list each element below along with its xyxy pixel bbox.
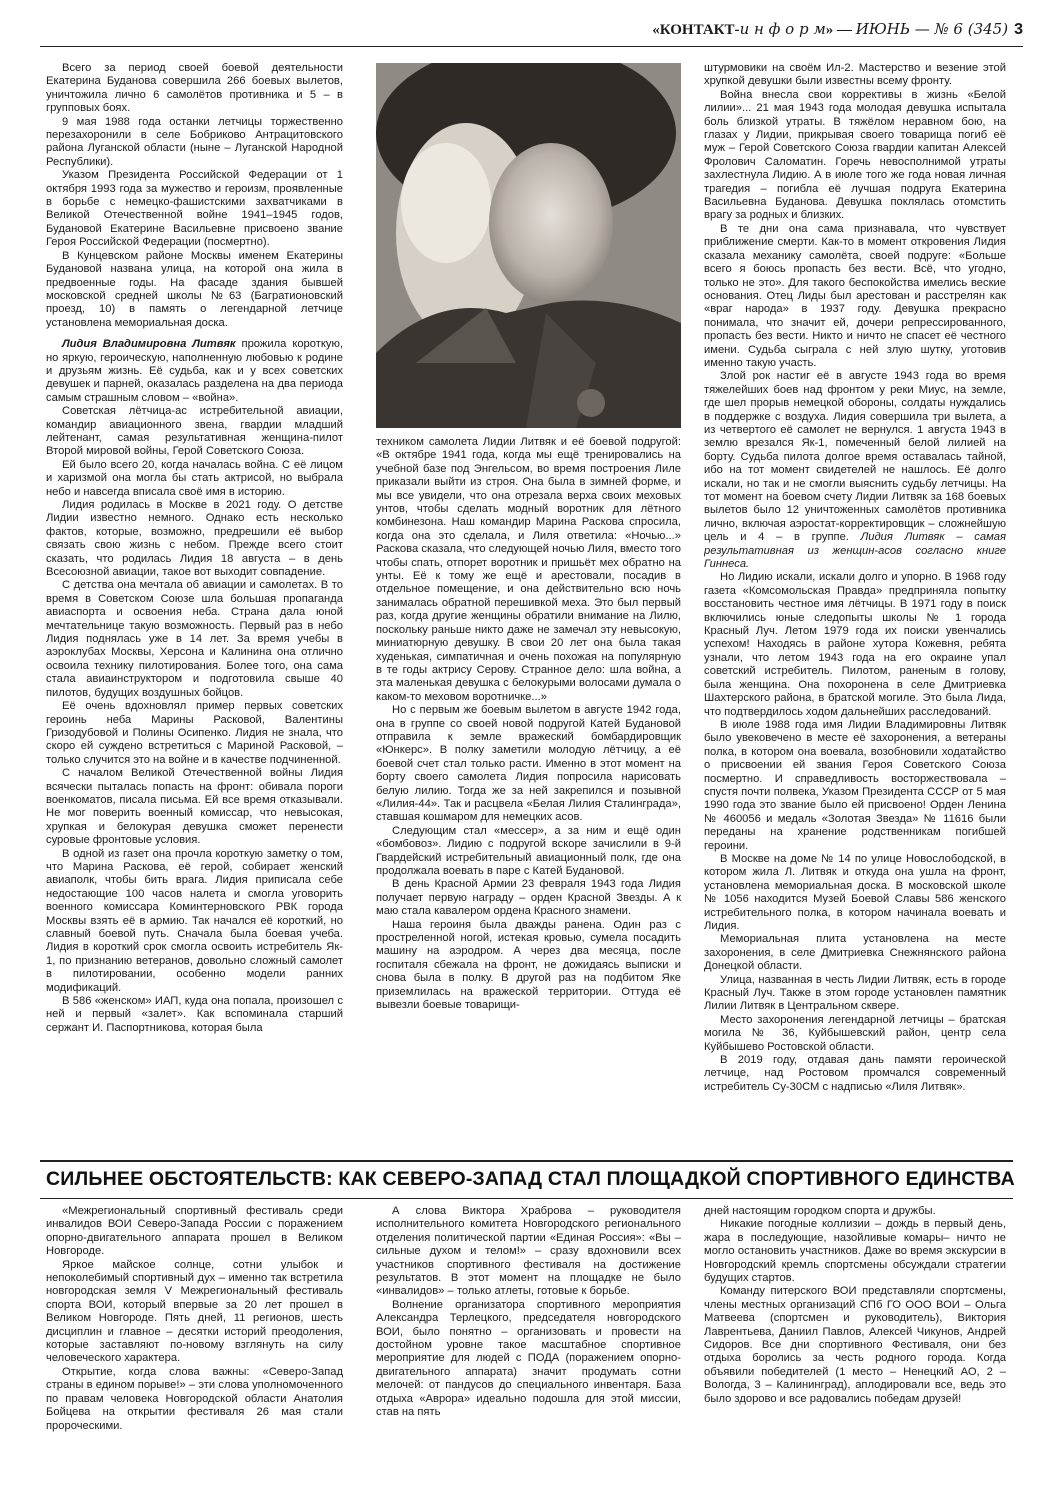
lead-name: Лидия Владимировна Литвяк xyxy=(62,338,236,351)
paragraph xyxy=(704,370,1006,571)
paragraph: В Кунцевском районе Москвы именем Екатерины Будановой названа улица, на которой она жила в предвоенные годы. На фасаде здания бывшей московской средней школы №63 (Багратионовский проезд, 10) в память о легендарной летчице установлена мемориальная доска. xyxy=(46,249,343,329)
paragraph: Следующим стал «мессер», а за ним и ещё один «бомбовоз». Лидию с подругой вскоре зачислили в 9-й Гвардейский истребительный авиационный полк, где она продолжала воевать в паре с Катей Будановой. xyxy=(376,824,681,877)
portrait-illustration xyxy=(376,63,681,428)
paragraph: штурмовики на своём Ил-2. Мастерство и везение этой хрупкой девушки были известны всему фронту. xyxy=(704,62,1006,88)
paragraph: Но Лидию искали, искали долго и упорно. В 1968 году газета «Комсомольская Правда» предприняла попытку восстановить честное имя лётчицы. В 1971 году в поиск включились юные следопыты школы № 1 города Красный Луч. Летом 1979 года их поиски увенчались успехом! Находясь в районе хутора Кожевня, ребята узнали, что летом 1943 года на его окраине упал советский истребитель. Пилотом, раненым в голову, была женщина. Она похоронена в селе Дмитриевка Шахтерского района, в братской могиле. Это была Лида, что подтвердилось ходом дальнейших расследований. xyxy=(704,571,1006,718)
headline-underline xyxy=(40,1198,1013,1199)
paragraph: техником самолета Лидии Литвяк и её боевой подругой: «В октябре 1941 года, когда мы ещё тренировались на учебной базе под Энгельсом, во время построения Лиле приказали выйти из строя. Она была в зимней форме, и мы все увидели, что она отрезала верха своих меховых унтов, чтобы сделать модный воротник для лётного комбинезона. Наш командир Марина Раскова спросила, когда она это сделала, и Лиля ответила: «Ночью...» Раскова сказала, что следующей ночью Лиля, вместо того чтобы спать, отпорет воротник и пришьёт мех обратно на унты. Её к тому же ещё и арестовали, посадив в отдельное помещение, и она действительно всю ночь занималась обратной перешивкой меха. Это был первый раз, когда другие женщины обратили внимание на Лилю, поскольку раньше никто даже не замечал эту невысокую, миниатюрную девушку. В свои 20 лет она была такая худенькая, симпатичная и очень похожая на популярную в те годы актрису Серову. Странное дело: шла война, а эта маленькая девушка с белокурыми волосами думала о каком-то меховом воротничке...» xyxy=(376,436,681,703)
article1-column-1 xyxy=(46,62,343,1152)
paragraph: Открытие, когда слова важны: «Северо-Запад страны в едином порыве!» – эти слова уполномоченного по правам человека Новгородской области Анатолия Бойцева на открытии фестиваля 26 мая стали пророческими. xyxy=(46,1365,343,1432)
paragraph: А слова Виктора Храброва – руководителя исполнительного комитета Новгородского регионального отделения политической партии «Единая Россия»: «Вы – сильные духом и телом!» – сразу вдохновили всех участников спортивного фестиваля на достижение результатов. В этот момент на площадке не было «инвалидов» – только атлеты, готовые к борьбе. xyxy=(376,1205,681,1298)
article2-headline: СИЛЬНЕЕ ОБСТОЯТЕЛЬСТВ: КАК СЕВЕРО-ЗАПАД СТАЛ ПЛОЩАДКОЙ СПОРТИВНОГО ЕДИНСТВА xyxy=(46,1168,1015,1190)
emphasis-text: Лидия Литвяк – самая результативная из женщин-асов согласно книге Гиннеса. xyxy=(704,531,1006,571)
paragraph: С началом Великой Отечественной войны Лидия всячески пыталась попасть на фронт: обивала пороги военкоматов, писала письма. Ей все время отказывали. Не мог поверить военный комиссар, что невысокая, хрупкая и белокурая девушка сможет перенести суровые фронтовые условия. xyxy=(46,767,343,847)
paragraph: Яркое майское солнце, сотни улыбок и непоколебимый спортивный дух – именно так встретила новгородская земля V Межрегиональный фестиваль спорта ВОИ, который впервые за 20 лет прошел в Великом Новгороде. Пять дней, 11 регионов, шесть дисциплин и главное – десятки историй преодоления, которые заставляют по-новому взглянуть на силу человеческого характера. xyxy=(46,1258,343,1365)
paragraph: Указом Президента Российской Федерации от 1 октября 1993 года за мужество и героизм, проявленные в борьбе с немецко-фашистскими захватчиками в Великой Отечественной войне 1941–1945 годов, Будановой Екатерине Васильевне присвоено звание Героя Российской Федерации (посмертно). xyxy=(46,169,343,249)
paragraph: Лидия родилась в Москве в 2021 году. О детстве Лидии известно немного. Однако есть несколько фактов, которые, возможно, предрешили её выбор связать свою жизнь с небом. Прежде всего стоит сказать, что родилась Лидия 18 августа – в день Всесоюзной авиации, такое вот выходит совпадение. xyxy=(46,499,343,579)
paragraph: Советская лётчица-ас истребительной авиации, командир авиационного звена, гвардии младший лейтенант, самая результативная женщина-пилот Второй мировой войны, Герой Советского Союза. xyxy=(46,405,343,458)
paragraph: Улица, названная в честь Лидии Литвяк, есть в городе Красный Луч. Также в этом городе установлен памятник Лилии Литвяк в Центральном сквере. xyxy=(704,973,1006,1013)
page-number: 3 xyxy=(1014,21,1023,38)
paragraph: Её очень вдохновлял пример первых советских героинь неба Марины Расковой, Валентины Гризодубовой и Полины Осипенко. Лидия не знала, что скоро ей суждено встретиться с Мариной Расковой, – только случится это на войне и в качестве подчиненной. xyxy=(46,700,343,766)
paragraph: 9 мая 1988 года останки летчицы торжественно перезахоронили в селе Бобриково Антрацитовского района Луганской области (ныне – Луганской Народной Республики). xyxy=(46,115,343,168)
paragraph: В те дни она сама признавала, что чувствует приближение смерти. Как-то в момент откровения Лидия сказала механику самолёта, своей подруге: «Больше всего я боюсь пропасть без вести. Всё, что угодно, только не это». Для такого беспокойства имелись веские основания. Отец Лиды был арестован и расстрелян как «враг народа» в 1937 году. Девушка прекрасно понимала, что значит ей, дочери репрессированного, пропасть без вести. Никто и ничто не спасет её честного имени. Судьба сыграла с ней злую шутку, уготовив именно такую участь. xyxy=(704,222,1006,369)
section-divider xyxy=(40,1160,1013,1162)
paragraph-text: Злой рок настиг её в августе 1943 года во время тяжелейших боев над фронтом у реки Миус, на земле, где шел прорыв немецкой обороны, солдаты нуждались в поддержке с воздуха. Лидия совершила три вылета, а из четвертого её самолет не вернулся. 1 августа 1943 в землю врезался Як-1, помеченный белой лилией на борту. Судьба пилота долгое время оставалась тайной, ибо на тот момент свидетелей не нашлось. Её долго искали, но так и не смогли выяснить судьбу летчицы. На тот момент на боевом счету Лидии Литвяк за 168 боевых вылетов было 12 уничтоженных самолётов противника лично, включая аэростат-корректировщик – сложнейшую цель и 4 – в группе. xyxy=(704,370,1006,544)
paragraph: Место захоронения легендарной летчицы – братская могила № 36, Куйбышевский район, центр села Куйбышево Ростовской области. xyxy=(704,1013,1006,1053)
paragraph: дней настоящим городком спорта и дружбы. xyxy=(704,1205,936,1217)
newspaper-name-script: и н ф о р м xyxy=(739,20,826,38)
paragraph: С детства она мечтала об авиации и самолетах. В то время в Советском Союзе шла большая пропаганда авиаспорта и освоения неба. Страна дала юной мечтательнице такую возможность. Первый раз в небо Лидия поднялась уже в 14 лет. За время учебы в аэроклубах Москвы, Херсона и Калинина она отлично освоила технику пилотирования. Более того, она сама стала авиаинструктором и подготовила свыше 40 пилотов, будущих воздушных бойцов. xyxy=(46,579,343,699)
newspaper-name: «КОНТАКТ- xyxy=(652,22,740,38)
article2-column-1 xyxy=(46,1205,343,1460)
paragraph: Волнение организатора спортивного мероприятия Александра Терлецкого, председателя новгородского ВОИ, было понятно – организовать и провести на достойном уровне такое масштабное спортивное мероприятие для людей с ПОДА (поражением опорно-двигательного аппарата) значит продумать сотни мелочей: от пандусов до специального инвентаря. База отдыха «Аврора» идеально подошла для этой миссии, став на пять xyxy=(376,1298,681,1419)
lead-text: прожила короткую, но яркую, героическую, наполненную любовью к родине и друзьям жизнь. Её судьба, как и у всех советских девушек и парней, оказалась разделена на два периода самым страшным словом – «война». xyxy=(46,338,343,404)
paragraph: «Межрегиональный спортивный фестиваль среди инвалидов ВОИ Северо-Запада России с поражением опорно-двигательного аппарата прошел в Великом Новгороде. xyxy=(46,1205,343,1258)
paragraph: Всего за период своей боевой деятельности Екатерина Буданова совершила 266 боевых вылетов, уничтожила лично 6 самолётов противника и 5 – в групповых боях. xyxy=(46,62,343,115)
issue-number: — № 6 (345) xyxy=(909,20,1009,38)
issue-month: ИЮНЬ xyxy=(855,20,910,38)
paragraph: Ей было всего 20, когда началась война. С её лицом и харизмой она могла бы стать актрисой, но выбрала небо и навсегда вписала своё имя в историю. xyxy=(46,458,343,498)
paragraph: Война внесла свои коррективы в жизнь «Белой лилии»... 21 мая 1943 года молодая девушка испытала боль близкой утраты. В тяжёлом неравном бою, на глазах у Лидии, прикрывая своего товарища погиб её муж – Герой Советского Союза гвардии капитан Алексей Фролович Саломатин. Горечь невосполнимой утраты захлестнула Лидию. А в июле того же года новая личная трагедия – погибла её лучшая подруга Екатерина Васильевна Буданова. Девушка поклялась отомстить врагу за родных и близких. xyxy=(704,88,1006,222)
paragraph: В 2019 году, отдавая дань памяти героической летчице, над Ростовом промчался современный истребитель Су-30СМ с надписью «Лиля Литвяк». xyxy=(704,1054,1006,1093)
article2-column-2 xyxy=(376,1205,681,1460)
paragraph: Наша героиня была дважды ранена. Один раз с простреленной ногой, истекая кровью, сумела посадить машину на аэродром. А через два месяца, после госпиталя сбежала на фронт, не дожидаясь выписки и снова была в полку. В другой раз на подбитом Яке приземлилась на вражеской территории. Оттуда её вывезли боевые товарищи- xyxy=(376,918,681,1012)
paragraph: Но с первым же боевым вылетом в августе 1942 года, она в группе со своей новой подругой Катей Будановой отправила к земле вражеский бомбардировщик «Юнкерс». В полку заметили молодую лётчицу, а её боевой счет стал только расти. Именно в этот момент на борту своего самолета Лидия попросила нарисовать белую лилию. Тогда же за ней закрепился и позывной «Лилия-44». Так и расцвела «Белая Лилия Сталинграда», ставшая кошмаром для немецких асов. xyxy=(376,704,681,824)
article1-column-2 xyxy=(376,436,681,1152)
paragraph: Мемориальная плита установлена на месте захоронения, в селе Дмитриевка Снежнянского района Донецкой области. xyxy=(704,933,1006,973)
paragraph: В одной из газет она прочла короткую заметку о том, что Марина Раскова, её герой, собирает женский авиаполк, чтобы бить врага. Лидия приписала себе недостающие 100 часов налета и смогла уговорить военного комиссара Коминтерновского РВК города Москвы взять её в армию. Так начался её короткий, но славный боевой путь. Сначала была боевая учеба. Лидия в короткий срок смогла освоить истребитель Як- 1, по признанию ветеранов, довольно сложный самолет в пилотировании, особенно модели ранних модификаций. xyxy=(46,847,343,994)
paragraph: Никакие погодные коллизии – дождь в первый день, жара в последующие, назойливые комары– ничто не могло остановить участников. Даже во время экскурсии в Новгородский кремль спортсмены обсуждали стратегии будущих стартов. xyxy=(704,1218,1006,1285)
lead-paragraph xyxy=(46,338,343,405)
article2-column-3 xyxy=(704,1205,1006,1460)
portrait-photo xyxy=(376,63,681,428)
paragraph: В июле 1988 года имя Лидии Владимировны Литвяк было увековечено в месте её захоронения, а ветераны полка, в котором она воевала, возобновили ходатайство о присвоении ей звания Героя Советского Союза посмертно. И справедливость восторжествовала – спустя почти полвека, Указом Президента СССР от 5 мая 1990 года это звание было ей присвоено! Орден Ленина № 460056 и медаль «Золотая Звезда» № 11616 были переданы на хранение родственникам погибшей героини. xyxy=(704,718,1006,852)
newspaper-name-end: » — xyxy=(825,22,856,38)
paragraph: В Москве на доме № 14 по улице Новослободской, в котором жила Л. Литвяк и откуда она ушла на фронт, установлена мемориальная доска. В московской школе № 1056 находится Музей Боевой Славы 586 женского истребительного полка, в котором начинала воевать и Лидия. xyxy=(704,852,1006,932)
paragraph: В день Красной Армии 23 февраля 1943 года Лидия получает первую награду – орден Красной Звезды. А к маю стала кавалером ордена Красного знамени. xyxy=(376,878,681,918)
page-header xyxy=(40,20,1023,47)
article1-column-3 xyxy=(704,62,1006,1152)
paragraph: Команду питерского ВОИ представляли спортсмены, члены местных организаций СПб ГО ООО ВОИ – Ольга Матвеева (спортсмен и руководитель), Виктория Лаврентьева, Даниил Павлов, Алексей Чикунов, Андрей Сидоров. Все дни спортивного Фестиваля, они без отдыха боролись за честь родного города. Когда объявили победителей (1 место – Ненецкий АО, 2 – Вологда, 3 – Калининград), аплодировали все, ведь это было здорово и все радовались победам друзей! xyxy=(704,1285,1006,1405)
paragraph: В 586 «женском» ИАП, куда она попала, произошел с ней и первый «залет». Как вспоминала старший сержант И. Паспортникова, которая была xyxy=(46,995,343,1034)
